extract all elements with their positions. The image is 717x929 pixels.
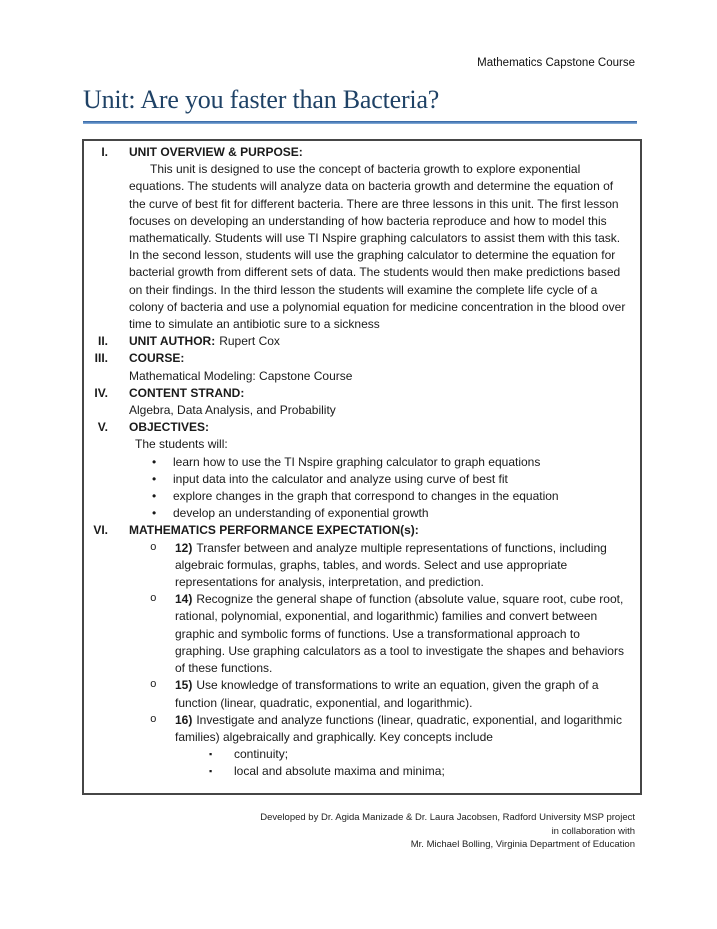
mpe-item-body: Use knowledge of transformations to write an equation, given the graph of a function (linear, quadratic, exponential, and logarithmic). bbox=[175, 678, 599, 710]
section-label: MATHEMATICS PERFORMANCE EXPECTATION(s): bbox=[129, 523, 419, 538]
mpe-item-body: Investigate and analyze functions (linear, quadratic, exponential, and logarithmic families) algebraically and graphically. Key concepts include bbox=[175, 712, 622, 744]
bullet-icon: • bbox=[152, 506, 157, 521]
mpe-item-text bbox=[175, 677, 632, 711]
section-content-strand-heading bbox=[92, 385, 632, 402]
overview-paragraph: This unit is designed to use the concept of bacteria growth to explore exponential equations. The students will analyze data on bacteria growth and determine the equation of the curve of best fit for different bacteria. There are three lessons in this unit. The first lesson focuses on developing an understanding of how bacteria reproduce and how to model this mathematically. Students will use TI Nspire graphing calculators to assist them with this task. In the second lesson, students will use the graphing calculator to determine the equation for bacterial growth from different sets of data. The students would then make predictions based on their findings. In the third lesson the students will examine the complete life cycle of a colony of bacteria and use a polynomial equation for medicine concentration in the blood over time to simulate an antibiotic sure to a sickness bbox=[129, 162, 626, 332]
objective-text: develop an understanding of exponential growth bbox=[173, 506, 429, 521]
section-content-strand-body bbox=[92, 402, 632, 419]
content-box bbox=[82, 139, 642, 795]
objective-item bbox=[152, 488, 632, 505]
mpe-item-number: 12) bbox=[175, 540, 193, 555]
section-label: COURSE: bbox=[129, 351, 185, 366]
mpe-item-number: 14) bbox=[175, 592, 193, 607]
section-numeral: VI. bbox=[93, 523, 108, 538]
bullet-icon: • bbox=[152, 471, 157, 486]
title-rule bbox=[83, 121, 637, 124]
mpe-item-number: 16) bbox=[175, 712, 193, 727]
section-numeral: V. bbox=[97, 420, 108, 435]
mpe-item-12 bbox=[150, 540, 632, 592]
circle-bullet-icon: o bbox=[150, 593, 157, 606]
mpe-item-text bbox=[175, 540, 632, 592]
section-unit-author bbox=[92, 333, 632, 350]
section-numeral: IV. bbox=[94, 385, 108, 400]
numeral-spacer bbox=[92, 161, 108, 333]
mpe-item-text bbox=[175, 712, 632, 746]
section-label: OBJECTIVES: bbox=[129, 420, 210, 435]
section-course-heading bbox=[92, 350, 632, 367]
circle-bullet-icon: o bbox=[150, 541, 157, 554]
objective-text: input data into the calculator and analyze using curve of best fit bbox=[173, 471, 508, 486]
section-label: UNIT AUTHOR: bbox=[129, 334, 216, 349]
square-bullet-icon: ▪ bbox=[209, 766, 213, 777]
footer-line: Developed by Dr. Agida Manizade & Dr. Laura Jacobsen, Radford University MSP project bbox=[260, 812, 635, 823]
section-mpe-heading bbox=[92, 522, 632, 539]
objective-text: explore changes in the graph that correspond to changes in the equation bbox=[173, 489, 559, 504]
objectives-intro: The students will: bbox=[135, 437, 228, 452]
bullet-icon: • bbox=[152, 454, 157, 469]
square-bullet-icon: ▪ bbox=[209, 749, 213, 760]
mpe-item-15 bbox=[150, 677, 632, 711]
section-overview-body bbox=[92, 161, 632, 333]
mpe-item-body: Transfer between and analyze multiple representations of functions, including algebraic formulas, graphs, tables, and words. Select and use appropriate representations for analysis, interpretation, and prediction. bbox=[175, 540, 607, 590]
key-concept-text: continuity; bbox=[234, 747, 289, 762]
numeral-spacer bbox=[92, 402, 108, 419]
section-course-body bbox=[92, 368, 632, 385]
unit-author-value: Rupert Cox bbox=[219, 334, 280, 349]
numeral-spacer bbox=[92, 368, 108, 385]
title-block bbox=[83, 82, 637, 124]
section-label: CONTENT STRAND: bbox=[129, 385, 245, 400]
section-numeral: III. bbox=[94, 351, 108, 366]
bullet-icon: • bbox=[152, 489, 157, 504]
content-strand-value: Algebra, Data Analysis, and Probability bbox=[129, 403, 336, 418]
section-objectives-heading bbox=[92, 419, 632, 436]
section-label: UNIT OVERVIEW & PURPOSE: bbox=[129, 145, 303, 159]
mpe-item-16 bbox=[150, 712, 632, 746]
mpe-item-body: Recognize the general shape of function (absolute value, square root, cube root, rational, polynomial, exponential, and logarithmic) families and convert between graphic and symbolic forms of functions. Use a transformational approach to graphing. Use graphing calculators as a tool to investigate the shapes and behaviors of these functions. bbox=[175, 592, 624, 676]
key-concept-text: local and absolute maxima and minima; bbox=[234, 764, 445, 779]
key-concept-item bbox=[209, 763, 632, 780]
course-value: Mathematical Modeling: Capstone Course bbox=[129, 368, 353, 383]
circle-bullet-icon: o bbox=[150, 713, 157, 726]
page-title: Unit: Are you faster than Bacteria? bbox=[83, 85, 440, 114]
section-mpe-body bbox=[92, 540, 632, 781]
mpe-item-number: 15) bbox=[175, 678, 193, 693]
mpe-item-14 bbox=[150, 591, 632, 677]
objective-item bbox=[152, 454, 632, 471]
objective-item bbox=[152, 471, 632, 488]
section-numeral: II. bbox=[97, 334, 108, 349]
numeral-spacer bbox=[92, 436, 108, 522]
section-numeral: I. bbox=[101, 145, 108, 159]
footer-line: Mr. Michael Bolling, Virginia Department of Education bbox=[410, 839, 635, 850]
running-header: Mathematics Capstone Course bbox=[477, 57, 635, 69]
circle-bullet-icon: o bbox=[150, 679, 157, 692]
section-objectives-body bbox=[92, 436, 632, 522]
page-footer bbox=[260, 811, 635, 852]
objective-item bbox=[152, 505, 632, 522]
section-overview-heading bbox=[92, 144, 632, 161]
key-concept-item bbox=[209, 746, 632, 763]
objective-text: learn how to use the TI Nspire graphing calculator to graph equations bbox=[173, 454, 541, 469]
mpe-item-text bbox=[175, 591, 632, 677]
numeral-spacer bbox=[92, 540, 108, 781]
footer-line: in collaboration with bbox=[551, 825, 635, 837]
